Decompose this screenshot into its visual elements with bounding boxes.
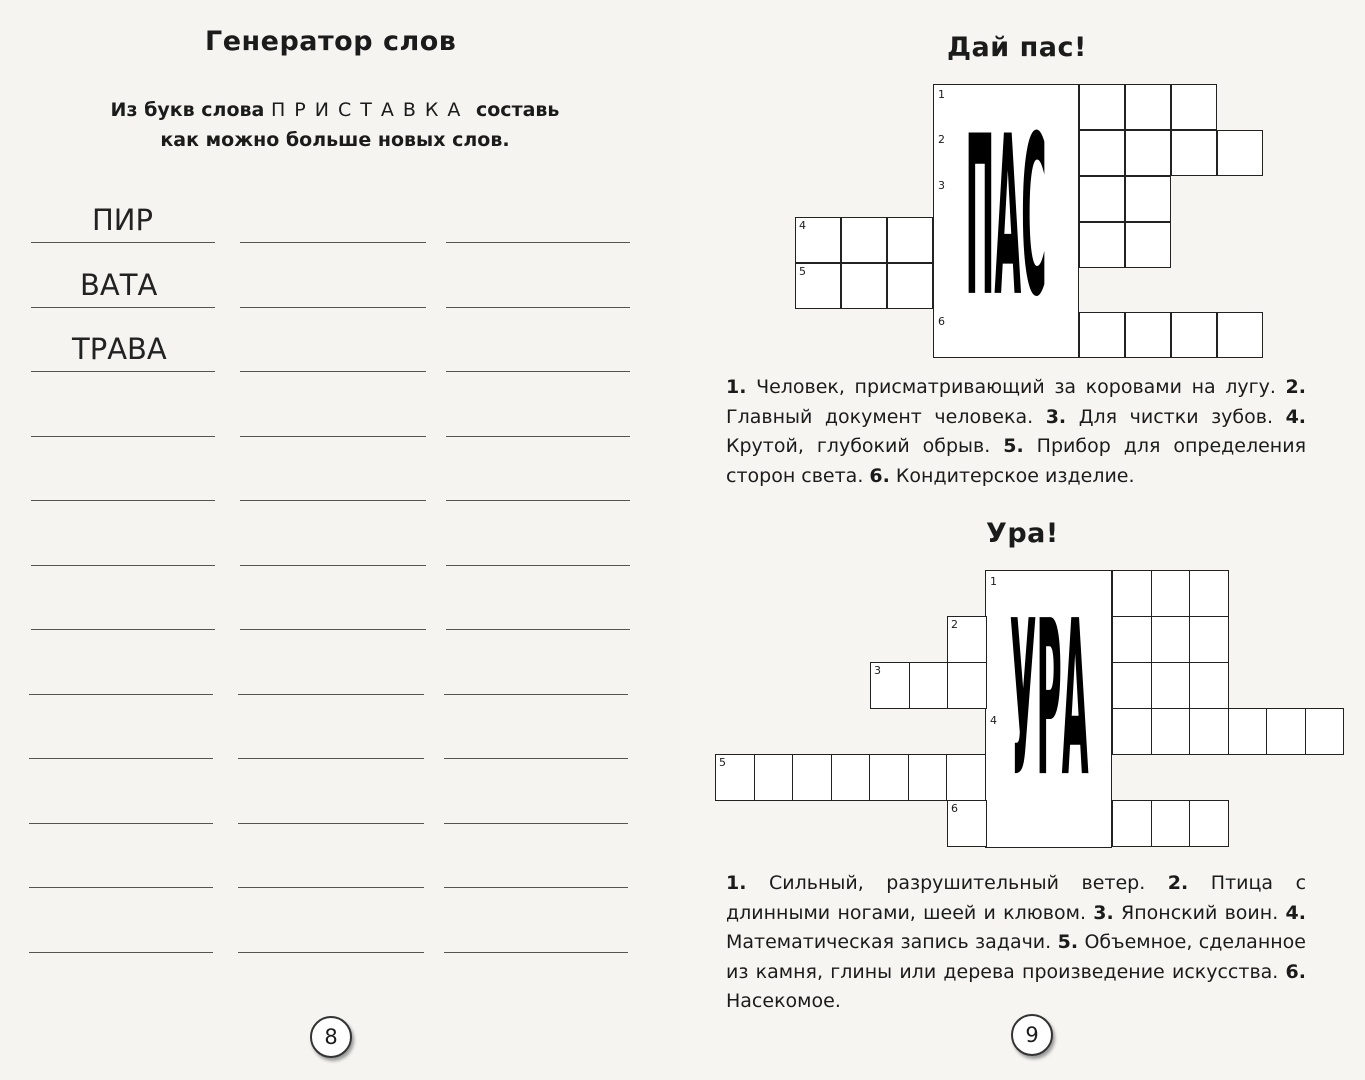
row-number: 4: [990, 714, 997, 727]
keyword-text: ПАС: [965, 87, 1047, 347]
clue-number: 4.: [1285, 405, 1307, 428]
crossword-cell[interactable]: [887, 217, 933, 263]
clue-text: Птица с длинными ногами, шеей и клювом.: [726, 872, 1307, 924]
crossword-cell[interactable]: [1171, 130, 1217, 176]
row-number: 2: [938, 133, 945, 146]
right-page: [680, 0, 1365, 1080]
answer-line[interactable]: [444, 694, 628, 695]
cell-number: 6: [951, 802, 958, 815]
answer-line[interactable]: [238, 694, 424, 695]
written-word: ПИР: [92, 203, 153, 237]
crossword-cell[interactable]: [1228, 708, 1268, 755]
clue-text: Японский воин.: [1121, 901, 1279, 924]
keyword-text: УРА: [1009, 573, 1089, 825]
crossword2-title: Ура!: [986, 518, 1059, 549]
crossword-cell[interactable]: [1125, 84, 1171, 130]
answer-line[interactable]: [29, 694, 213, 695]
answer-line[interactable]: [31, 629, 215, 630]
clue-text: Сильный, разрушительный ветер.: [768, 872, 1146, 894]
crossword-cell[interactable]: [1151, 662, 1191, 709]
answer-line[interactable]: [240, 242, 426, 243]
answer-line[interactable]: [446, 242, 630, 243]
crossword-cell[interactable]: [908, 754, 948, 801]
page-number: 9: [1011, 1014, 1053, 1056]
keyword-column: [985, 570, 1112, 848]
cell-number: 3: [874, 664, 881, 677]
answer-line[interactable]: [31, 307, 215, 308]
row-number: 3: [938, 179, 945, 192]
page-number: 8: [310, 1016, 352, 1058]
clue-number: 4.: [1285, 901, 1306, 924]
clue-text: Для чистки зубов.: [1078, 405, 1274, 428]
row-number: 1: [990, 575, 997, 588]
task-text-post: составь: [475, 99, 560, 121]
crossword-cell[interactable]: [795, 217, 841, 263]
clue-text: Кондитерское изделие.: [895, 464, 1135, 487]
crossword-cell[interactable]: [1079, 84, 1125, 130]
crossword-cell[interactable]: [1189, 800, 1229, 847]
cell-number: 5: [799, 265, 806, 278]
crossword-cell[interactable]: [1112, 708, 1152, 755]
crossword-cell[interactable]: [754, 754, 794, 801]
answer-line[interactable]: [444, 887, 628, 888]
answer-line[interactable]: [444, 952, 628, 953]
crossword-cell[interactable]: [1125, 222, 1171, 268]
crossword-cell[interactable]: [887, 263, 933, 309]
answer-line[interactable]: [444, 823, 628, 824]
crossword1-clues: [726, 373, 1306, 491]
crossword-cell[interactable]: [1151, 570, 1191, 617]
answer-line[interactable]: [240, 565, 426, 566]
clue-text: Насекомое.: [726, 990, 841, 1012]
crossword-cell[interactable]: [1171, 312, 1217, 358]
clue-number: 1.: [726, 376, 747, 398]
crossword-cell[interactable]: [1125, 176, 1171, 222]
crossword-cell[interactable]: [715, 754, 755, 801]
clue-text: Прибор для определения сторон света.: [726, 435, 1307, 487]
crossword-cell[interactable]: [1125, 312, 1171, 358]
clue-text: Главный документ человека.: [726, 405, 1034, 428]
cell-number: 5: [719, 756, 726, 769]
crossword-cell[interactable]: [1079, 130, 1125, 176]
answer-line[interactable]: [240, 436, 426, 437]
crossword-cell[interactable]: [947, 616, 987, 663]
clue-number: 3.: [1045, 405, 1067, 428]
page-title: Генератор слов: [205, 26, 457, 57]
answer-line[interactable]: [238, 887, 424, 888]
crossword-cell[interactable]: [947, 800, 987, 847]
clue-number: 5.: [1057, 931, 1079, 953]
answer-line[interactable]: [446, 307, 630, 308]
answer-line[interactable]: [238, 758, 424, 759]
clue-number: 3.: [1093, 901, 1114, 924]
crossword-cell[interactable]: [795, 263, 841, 309]
clue-text: Математическая запись задачи.: [726, 931, 1052, 953]
crossword-cell[interactable]: [1189, 708, 1229, 755]
answer-line[interactable]: [446, 500, 630, 501]
answer-line[interactable]: [31, 436, 215, 437]
crossword-cell[interactable]: [947, 662, 987, 709]
cell-number: 2: [951, 618, 958, 631]
task-source-word: ПРИСТАВКА: [271, 99, 470, 121]
clue-number: 6.: [1285, 960, 1306, 983]
crossword-cell[interactable]: [1305, 708, 1345, 755]
answer-line[interactable]: [446, 371, 630, 372]
answer-line[interactable]: [240, 629, 426, 630]
answer-line[interactable]: [240, 371, 426, 372]
crossword-cell[interactable]: [1112, 616, 1152, 663]
crossword-cell[interactable]: [1079, 312, 1125, 358]
crossword-cell[interactable]: [1217, 130, 1263, 176]
written-word: ВАТА: [80, 268, 158, 302]
clue-number: 1.: [726, 872, 747, 894]
answer-line[interactable]: [240, 307, 426, 308]
answer-line[interactable]: [29, 952, 213, 953]
crossword-cell[interactable]: [841, 217, 887, 263]
clue-number: 6.: [869, 464, 890, 487]
crossword-cell[interactable]: [1189, 616, 1229, 663]
answer-line[interactable]: [446, 629, 630, 630]
clue-number: 5.: [1003, 435, 1024, 457]
crossword-cell[interactable]: [1217, 312, 1263, 358]
answer-line[interactable]: [31, 371, 215, 372]
clue-number: 2.: [1167, 872, 1189, 894]
left-page: [0, 0, 680, 1080]
clue-text: Человек, присматривающий за коровами на лугу.: [756, 376, 1276, 398]
crossword-cell[interactable]: [869, 754, 909, 801]
answer-line[interactable]: [240, 500, 426, 501]
crossword-cell[interactable]: [1125, 130, 1171, 176]
answer-line[interactable]: [446, 436, 630, 437]
crossword-cell[interactable]: [1151, 800, 1191, 847]
answer-line[interactable]: [31, 565, 215, 566]
crossword-cell[interactable]: [1189, 570, 1229, 617]
answer-line[interactable]: [29, 823, 213, 824]
answer-line[interactable]: [238, 823, 424, 824]
clue-text: Объемное, сделанное из камня, глины или дерева произведение искусства.: [726, 931, 1306, 983]
crossword-cell[interactable]: [831, 754, 871, 801]
crossword-cell[interactable]: [1079, 176, 1125, 222]
crossword1-title: Дай пас!: [947, 32, 1087, 63]
row-number: 6: [938, 315, 945, 328]
crossword-cell[interactable]: [1266, 708, 1306, 755]
task-text-pre: Из букв слова: [110, 99, 265, 121]
cell-number: 4: [799, 219, 806, 232]
task-instructions: [40, 95, 630, 155]
crossword-cell[interactable]: [1112, 570, 1152, 617]
crossword2-clues: [726, 869, 1306, 1017]
keyword-column: [933, 84, 1079, 358]
crossword-cell[interactable]: [1171, 84, 1217, 130]
crossword-cell[interactable]: [1151, 616, 1191, 663]
clue-number: 2.: [1285, 376, 1306, 398]
answer-line[interactable]: [31, 500, 215, 501]
clue-text: Крутой, глубокий обрыв.: [726, 435, 991, 457]
crossword-cell[interactable]: [1189, 662, 1229, 709]
answer-line[interactable]: [446, 565, 630, 566]
crossword-cell[interactable]: [870, 662, 910, 709]
written-word: ТРАВА: [72, 332, 167, 366]
answer-line[interactable]: [238, 952, 424, 953]
answer-line[interactable]: [444, 758, 628, 759]
answer-line[interactable]: [29, 758, 213, 759]
crossword-cell[interactable]: [1112, 800, 1152, 847]
crossword-cell[interactable]: [1112, 662, 1152, 709]
row-number: 1: [938, 88, 945, 101]
crossword-cell[interactable]: [1151, 708, 1191, 755]
crossword-cell[interactable]: [1079, 222, 1125, 268]
answer-line[interactable]: [31, 242, 215, 243]
crossword-cell[interactable]: [909, 662, 949, 709]
crossword-cell[interactable]: [792, 754, 832, 801]
crossword-cell[interactable]: [841, 263, 887, 309]
answer-line[interactable]: [29, 887, 213, 888]
task-text-line2: как можно больше новых слов.: [160, 129, 510, 151]
crossword-cell[interactable]: [946, 754, 986, 801]
